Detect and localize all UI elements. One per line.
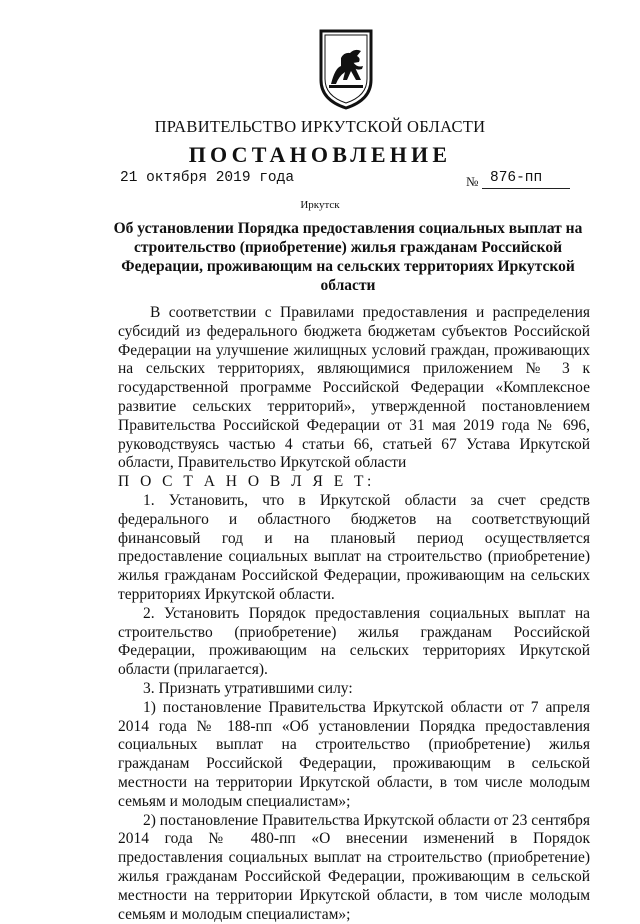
decree-heading: П О С Т А Н О В Л Я Е Т:: [118, 473, 375, 491]
number-label: №: [466, 174, 479, 189]
document-number: 876-пп: [482, 170, 570, 189]
item-1-paragraph: 1. Установить, что в Иркутской области за счет средств федерального и областного бюджетов на соответствующий финансовый год и на плановый период осуществляется предоставление социальных выплат на строительство (приобретение) жилья гражданам Российской Федерации, проживающим на сельских территориях Иркутской области.: [118, 491, 590, 603]
city-name: Иркутск: [300, 199, 340, 211]
coat-of-arms-icon: [317, 28, 375, 110]
document-date: 21 октября 2019 года: [120, 170, 295, 186]
document-subject: Об установлении Порядка предоставления социальных выплат на строительство (приобретение) жилья гражданам Российской Федерации, проживающим на сельских территориях Иркутской области: [113, 220, 583, 294]
document-body: [118, 304, 590, 924]
item-3-2-paragraph: 2) постановление Правительства Иркутской области от 23 сентября 2014 года № 480-пп «О внесении изменений в Порядок предоставления социальных выплат на строительство (приобретение) жилья гражданам Российской Федерации, проживающим в сельской местности на территории Иркутской области, в том числе молодым семьям и молодым специалистам»;: [118, 811, 590, 923]
item-3-paragraph: 3. Признать утратившими силу:: [143, 679, 353, 697]
document-type: ПОСТАНОВЛЕНИЕ: [188, 142, 452, 167]
government-name: ПРАВИТЕЛЬСТВО ИРКУТСКОЙ ОБЛАСТИ: [154, 117, 486, 136]
preamble-paragraph: В соответствии с Правилами предоставления и распределения субсидий из федерального бюджета бюджетам субъектов Российской Федерации на улучшение жилищных условий граждан, проживающих на сельских территориях, являющимися приложением № 3 к государственной программе Российской Федерации «Комплексное развитие сельских территорий», утвержденной постановлением Правительства Российской Федерации от 31 мая 2019 года № 696, руководствуясь частью 4 статьи 66, статьей 67 Устава Иркутской области, Правительство Иркутской области: [118, 304, 590, 472]
item-3-1-paragraph: 1) постановление Правительства Иркутской области от 7 апреля 2014 года № 188-пп «Об установлении Порядка предоставления социальных выплат на строительство (приобретение) жилья гражданам Российской Федерации, проживающим в сельской местности на территории Иркутской области, в том числе молодым семьям и молодым специалистам»;: [118, 698, 590, 810]
item-2-paragraph: 2. Установить Порядок предоставления социальных выплат на строительство (приобретение) жилья гражданам Российской Федерации, проживающим на сельских территориях Иркутской области (прилагается).: [118, 604, 590, 679]
